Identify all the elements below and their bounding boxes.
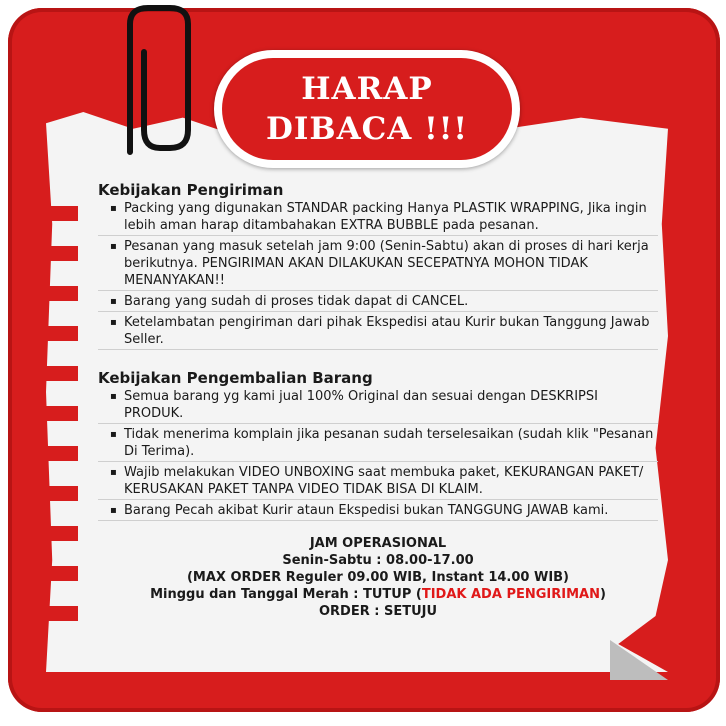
operational-holiday <box>128 586 628 603</box>
shipping-list <box>98 200 658 350</box>
holiday-suffix: ) <box>599 587 606 602</box>
list-item: ▪ Wajib melakukan VIDEO UNBOXING saat membuka paket, KEKURANGAN PAKET/ KERUSAKAN PAKET TANPA VIDEO TIDAK BISA DI KLAIM. <box>98 464 658 500</box>
binder-hole <box>46 206 78 221</box>
operational-order: ORDER : SETUJU <box>318 604 438 619</box>
paperclip-icon <box>104 2 204 166</box>
badge-title-line-2: DIBACA !!! <box>266 111 468 147</box>
binder-hole <box>46 526 78 541</box>
list-item: ▪ Pesanan yang masuk setelah jam 9:00 (Senin-Sabtu) akan di proses di hari kerja berikutnya. PENGIRIMAN AKAN DILAKUKAN SECEPATNYA MOHON TIDAK MENANYAKAN!! <box>98 238 658 291</box>
list-item: ▪ Semua barang yg kami jual 100% Original dan sesuai dengan DESKRIPSI PRODUK. <box>98 388 658 424</box>
holiday-prefix: Minggu dan Tanggal Merah : TUTUP ( <box>150 587 422 602</box>
shipping-heading: Kebijakan Pengiriman <box>98 181 284 199</box>
binder-hole <box>46 286 78 301</box>
binder-hole <box>46 326 78 341</box>
binder-hole <box>46 246 78 261</box>
binder-hole <box>46 406 78 421</box>
notice-badge-inner <box>222 58 512 160</box>
operational-max-order: (MAX ORDER Reguler 09.00 WIB, Instant 14.00 WIB) <box>186 570 570 585</box>
binder-hole <box>46 486 78 501</box>
holiday-highlight: TIDAK ADA PENGIRIMAN <box>421 587 600 602</box>
list-item: ▪ Ketelambatan pengiriman dari pihak Ekspedisi atau Kurir bukan Tanggung Jawab Seller. <box>98 314 658 350</box>
returns-heading: Kebijakan Pengembalian Barang <box>98 369 373 387</box>
returns-list <box>98 388 658 521</box>
operational-weekdays: Senin-Sabtu : 08.00-17.00 <box>282 553 474 568</box>
list-item: ▪ Barang yang sudah di proses tidak dapat di CANCEL. <box>98 293 658 312</box>
list-item: ▪ Packing yang digunakan STANDAR packing Hanya PLASTIK WRAPPING, Jika ingin lebih aman harap ditambahakan EXTRA BUBBLE pada pesanan. <box>98 200 658 236</box>
binder-hole <box>46 606 78 621</box>
operational-title: JAM OPERASIONAL <box>309 536 447 551</box>
list-item: ▪ Tidak menerima komplain jika pesanan sudah terselesaikan (sudah klik "Pesanan Di Terima). <box>98 426 658 462</box>
list-item: ▪ Barang Pecah akibat Kurir ataun Ekspedisi bukan TANGGUNG JAWAB kami. <box>98 502 658 521</box>
badge-title-line-1: HARAP <box>301 71 433 107</box>
binder-hole <box>46 566 78 581</box>
binder-hole <box>46 446 78 461</box>
policy-content <box>98 182 658 620</box>
operational-hours <box>128 535 628 620</box>
notice-badge <box>214 50 520 168</box>
binder-hole <box>46 366 78 381</box>
